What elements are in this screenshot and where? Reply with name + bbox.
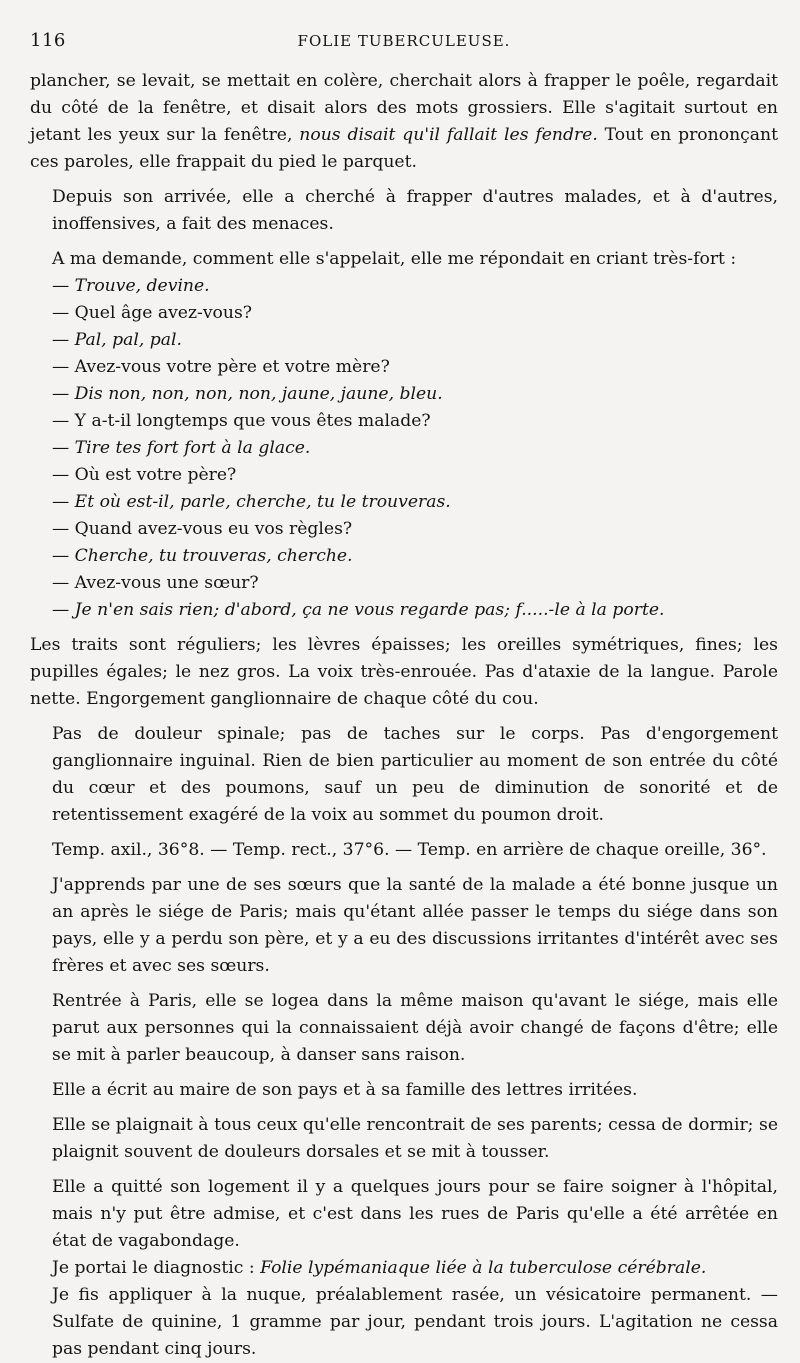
paragraph: A ma demande, comment elle s'appelait, elle me répondait en criant très-fort :: [52, 249, 737, 269]
dialogue-line: — Trouve, devine.: [52, 276, 210, 296]
body-text: [30, 68, 778, 1363]
dialogue-line: — Avez-vous une sœur?: [52, 573, 259, 593]
paragraph-italic: nous disait qu'il fallait les fendre.: [299, 125, 598, 145]
dialogue-line: — Cherche, tu trouveras, cherche.: [52, 546, 353, 566]
paragraph-text: plancher, se levait, se mettait en colère, cherchait alors à frapper le poêle, regardait du côté de la fenêtre, et disait alors des mots grossiers. Elle s'agitait surtout en jetant les yeux sur la fenêtre,: [30, 71, 778, 145]
dialogue-line: — Y a-t-il longtemps que vous êtes malade?: [52, 411, 431, 431]
page-header: [30, 26, 778, 56]
paragraph: Elle a quitté son logement il y a quelques jours pour se faire soigner à l'hôpital, mais n'y put être admise, et c'est dans les rues de Paris qu'elle a été arrêtée en état de vagabondage.: [52, 1177, 778, 1251]
paragraph-italic: Folie lypémaniaque liée à la tuberculose cérébrale.: [260, 1258, 707, 1278]
paragraph: [30, 68, 778, 176]
dialogue-line: — Et où est-il, parle, cherche, tu le trouveras.: [52, 492, 451, 512]
dialogue-line: — Pal, pal, pal.: [52, 330, 182, 350]
dialogue-line: — Tire tes fort fort à la glace.: [52, 438, 311, 458]
paragraph-text: Je portai le diagnostic :: [52, 1258, 261, 1278]
running-title: FOLIE TUBERCULEUSE.: [297, 32, 511, 50]
paragraph: Rentrée à Paris, elle se logea dans la même maison qu'avant le siége, mais elle parut aux personnes qui la connaissaient déjà avoir changé de façons d'être; elle se mit à parler beaucoup, à danser sans raison.: [52, 991, 778, 1065]
paragraph: Elle a écrit au maire de son pays et à sa famille des lettres irritées.: [52, 1080, 638, 1100]
dialogue-line: — Avez-vous votre père et votre mère?: [52, 357, 390, 377]
dialogue-line: — Quand avez-vous eu vos règles?: [52, 519, 353, 539]
dialogue-line: — Je n'en sais rien; d'abord, ça ne vous regarde pas; f.....-le à la porte.: [52, 600, 665, 620]
dialogue-line: — Où est votre père?: [52, 465, 237, 485]
paragraph: J'apprends par une de ses sœurs que la santé de la malade a été bonne jusque un an après le siége de Paris; mais qu'étant allée passer le temps du siége dans son pays, elle y a perdu son père, et y a eu des discussions irritantes d'intérêt avec ses frères et avec ses sœurs.: [52, 875, 778, 976]
paragraph-text: Tout en prononçant ces paroles, elle frappait du pied le parquet.: [30, 125, 778, 172]
paragraph: [30, 1255, 778, 1282]
paragraph: Temp. axil., 36°8. — Temp. rect., 37°6. — Temp. en arrière de chaque oreille, 36°.: [52, 840, 767, 860]
dialogue-line: — Dis non, non, non, non, jaune, jaune, bleu.: [52, 384, 443, 404]
paragraph: Je fis appliquer à la nuque, préalablement rasée, un vésicatoire permanent. — Sulfate de quinine, 1 gramme par jour, pendant trois jours. L'agitation ne cessa pas pendant cinq jours.: [52, 1285, 778, 1359]
paragraph: Pas de douleur spinale; pas de taches sur le corps. Pas d'engorgement ganglionnaire inguinal. Rien de bien particulier au moment de son entrée du côté du cœur et des poumons, sauf un peu de diminution de sonorité et de retentissement exagéré de la voix au sommet du poumon droit.: [52, 724, 778, 825]
paragraph: Les traits sont réguliers; les lèvres épaisses; les oreilles symétriques, fines; les pupilles égales; le nez gros. La voix très-enrouée. Pas d'ataxie de la langue. Parole nette. Engorgement ganglionnaire de chaque côté du cou.: [30, 635, 778, 709]
dialogue-line: — Quel âge avez-vous?: [52, 303, 252, 323]
paragraph: Elle se plaignait à tous ceux qu'elle rencontrait de ses parents; cessa de dormir; se plaignit souvent de douleurs dorsales et se mit à tousser.: [52, 1115, 778, 1162]
paragraph: Depuis son arrivée, elle a cherché à frapper d'autres malades, et à d'autres, inoffensives, a fait des menaces.: [52, 187, 778, 234]
page-number: 116: [30, 30, 66, 51]
dialogue-block: [30, 273, 778, 624]
